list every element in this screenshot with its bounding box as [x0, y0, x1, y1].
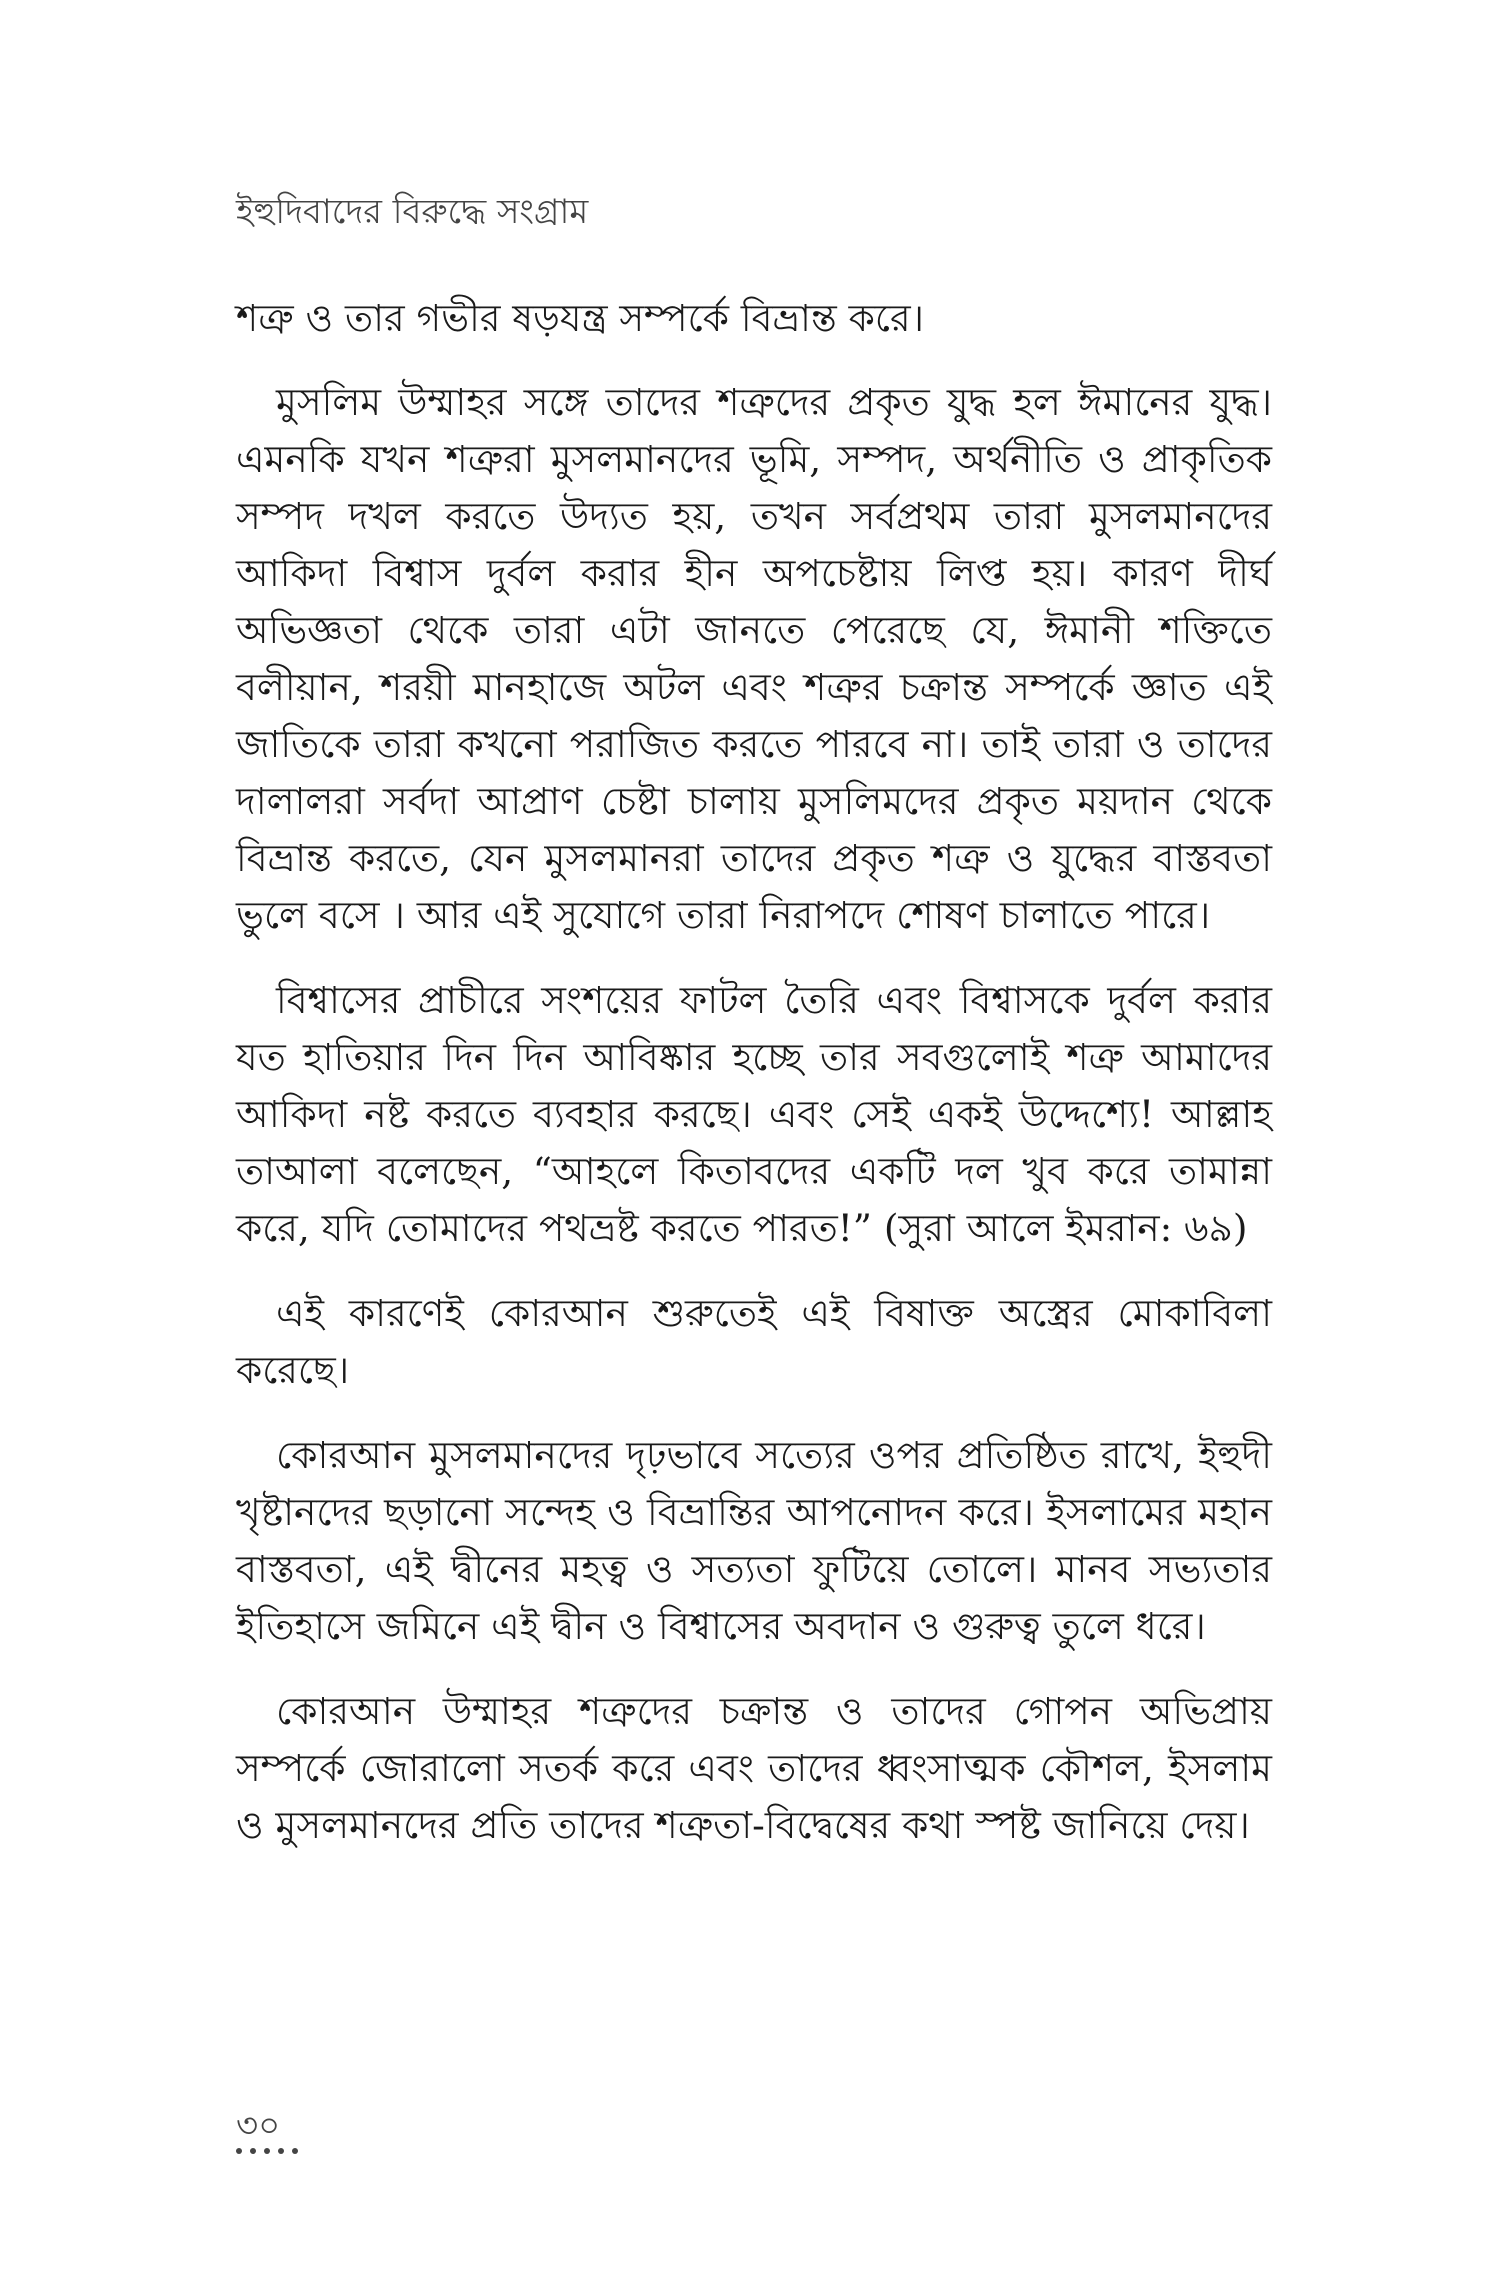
running-header-title: ইহুদিবাদের বিরুদ্ধে সংগ্রাম: [236, 192, 589, 232]
paragraph: মুসলিম উম্মাহর সঙ্গে তাদের শত্রুদের প্রকৃত যুদ্ধ হল ঈমানের যুদ্ধ। এমনকি যখন শত্রুরা মুসলমানদের ভূমি, সম্পদ, অর্থনীতি ও প্রাকৃতিক সম্পদ দখল করতে উদ্যত হয়, তখন সর্বপ্রথম তারা মুসলমানদের আকিদা বিশ্বাস দুর্বল করার হীন অপচেষ্টায় লিপ্ত হয়। কারণ দীর্ঘ অভিজ্ঞতা থেকে তারা এটা জানতে পেরেছে যে, ঈমানী শক্তিতে বলীয়ান, শরয়ী মানহাজে অটল এবং শত্রুর চক্রান্ত সম্পর্কে জ্ঞাত এই জাতিকে তারা কখনো পরাজিত করতে পারবে না। তাই তারা ও তাদের দালালরা সর্বদা আপ্রাণ চেষ্টা চালায় মুসলিমদের প্রকৃত ময়দান থেকে বিভ্রান্ত করতে, যেন মুসলমানরা তাদের প্রকৃত শত্রু ও যুদ্ধের বাস্তবতা ভুলে বসে । আর এই সুযোগে তারা নিরাপদে শোষণ চালাতে পারে।: [236, 380, 1272, 937]
ornament-dot: [236, 2148, 242, 2154]
paragraph: কোরআন মুসলমানদের দৃঢ়ভাবে সত্যের ওপর প্রতিষ্ঠিত রাখে, ইহুদী খৃষ্টানদের ছড়ানো সন্দেহ ও বিভ্রান্তির আপনোদন করে। ইসলামের মহান বাস্তবতা, এই দ্বীনের মহত্ব ও সত্যতা ফুটিয়ে তোলে। মানব সভ্যতার ইতিহাসে জমিনে এই দ্বীন ও বিশ্বাসের অবদান ও গুরুত্ব তুলে ধরে।: [236, 1433, 1272, 1648]
paragraph: বিশ্বাসের প্রাচীরে সংশয়ের ফাটল তৈরি এবং বিশ্বাসকে দুর্বল করার যত হাতিয়ার দিন দিন আবিষ্কার হচ্ছে তার সবগুলোই শত্রু আমাদের আকিদা নষ্ট করতে ব্যবহার করছে। এবং সেই একই উদ্দেশ্যে! আল্লাহ তাআলা বলেছেন, “আহলে কিতাবদের একটি দল খুব করে তামান্না করে, যদি তোমাদের পথভ্রষ্ট করতে পারত!” (সুরা আলে ইমরান: ৬৯): [236, 978, 1272, 1250]
ornament-dot: [250, 2148, 256, 2154]
folio-ornament: [236, 2148, 306, 2156]
page-number: ৩০: [236, 2106, 281, 2146]
ornament-dot: [278, 2148, 284, 2154]
ornament-dot: [292, 2148, 298, 2154]
paragraph: এই কারণেই কোরআন শুরুতেই এই বিষাক্ত অস্ত্রের মোকাবিলা করেছে।: [236, 1291, 1272, 1392]
ornament-dot: [264, 2148, 270, 2154]
body-text: [236, 290, 1272, 1854]
paragraph: কোরআন উম্মাহর শত্রুদের চক্রান্ত ও তাদের গোপন অভিপ্রায় সম্পর্কে জোরালো সতর্ক করে এবং তাদের ধ্বংসাত্মক কৌশল, ইসলাম ও মুসলমানদের প্রতি তাদের শত্রুতা-বিদ্বেষের কথা স্পষ্ট জানিয়ে দেয়।: [236, 1689, 1272, 1847]
paragraph-continuation: শত্রু ও তার গভীর ষড়যন্ত্র সম্পর্কে বিভ্রান্ত করে।: [236, 296, 924, 340]
